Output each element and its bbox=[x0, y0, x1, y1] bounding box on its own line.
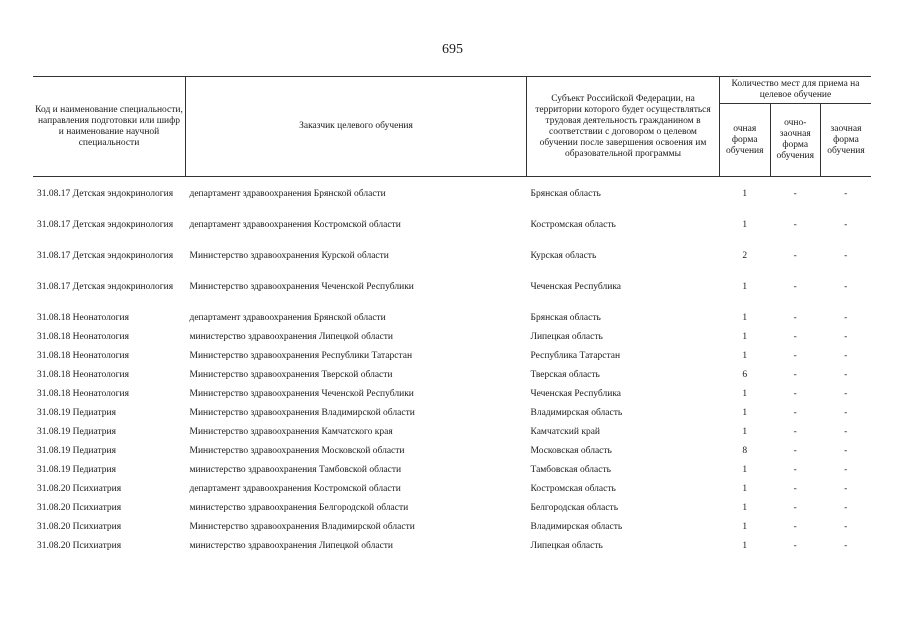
cell-customer: департамент здравоохранения Брянской области bbox=[189, 313, 386, 323]
cell-customer: департамент здравоохранения Костромской области bbox=[189, 220, 401, 230]
table-row bbox=[33, 251, 871, 282]
cell-subject: Костромская область bbox=[530, 220, 616, 230]
cell-full-time: 8 bbox=[742, 446, 748, 456]
cell-full-time: 2 bbox=[742, 251, 748, 261]
cell-distance: - bbox=[844, 522, 848, 532]
cell-code: 31.08.20 Психиатрия bbox=[37, 522, 122, 532]
cell-code: 31.08.19 Педиатрия bbox=[37, 446, 116, 456]
table-row bbox=[33, 484, 871, 503]
cell-distance: - bbox=[844, 351, 848, 361]
cell-distance: - bbox=[844, 408, 848, 418]
cell-full-time: 1 bbox=[742, 313, 748, 323]
cell-code: 31.08.18 Неонатология bbox=[37, 370, 129, 380]
cell-part-time: - bbox=[793, 484, 797, 494]
cell-full-time: 1 bbox=[742, 465, 748, 475]
cell-distance: - bbox=[844, 332, 848, 342]
cell-customer: министерство здравоохранения Белгородской области bbox=[189, 503, 409, 513]
cell-customer: Министерство здравоохранения Владимирской области bbox=[189, 522, 415, 532]
cell-customer: Министерство здравоохранения Республики Татарстан bbox=[189, 351, 413, 361]
cell-part-time: - bbox=[793, 313, 797, 323]
cell-distance: - bbox=[844, 313, 848, 323]
table-row bbox=[33, 351, 871, 370]
cell-full-time: 1 bbox=[742, 189, 748, 199]
cell-full-time: 1 bbox=[742, 220, 748, 230]
cell-full-time: 1 bbox=[742, 351, 748, 361]
cell-part-time: - bbox=[793, 282, 797, 292]
cell-distance: - bbox=[844, 427, 848, 437]
cell-code: 31.08.17 Детская эндокринология bbox=[37, 282, 174, 292]
cell-subject: Липецкая область bbox=[530, 332, 603, 342]
cell-full-time: 1 bbox=[742, 484, 748, 494]
header-full-time: очная форма обучения bbox=[720, 104, 771, 177]
cell-part-time: - bbox=[793, 370, 797, 380]
cell-subject: Брянская область bbox=[530, 189, 601, 199]
cell-distance: - bbox=[844, 189, 848, 199]
table-row bbox=[33, 282, 871, 313]
cell-part-time: - bbox=[793, 332, 797, 342]
cell-distance: - bbox=[844, 484, 848, 494]
cell-code: 31.08.20 Психиатрия bbox=[37, 503, 122, 513]
cell-distance: - bbox=[844, 370, 848, 380]
cell-subject: Владимирская область bbox=[530, 522, 623, 532]
cell-customer: министерство здравоохранения Липецкой области bbox=[189, 541, 394, 551]
table-row bbox=[33, 408, 871, 427]
cell-part-time: - bbox=[793, 522, 797, 532]
cell-customer: Министерство здравоохранения Тверской области bbox=[189, 370, 393, 380]
admission-table bbox=[33, 76, 871, 560]
cell-customer: Министерство здравоохранения Московской области bbox=[189, 446, 405, 456]
cell-subject: Владимирская область bbox=[530, 408, 623, 418]
cell-part-time: - bbox=[793, 427, 797, 437]
cell-subject: Республика Татарстан bbox=[530, 351, 621, 361]
header-distance: заочная форма обучения bbox=[821, 104, 872, 177]
cell-distance: - bbox=[844, 389, 848, 399]
cell-code: 31.08.18 Неонатология bbox=[37, 351, 129, 361]
cell-customer: Министерство здравоохранения Камчатского края bbox=[189, 427, 393, 437]
cell-code: 31.08.19 Педиатрия bbox=[37, 408, 116, 418]
table-row bbox=[33, 446, 871, 465]
cell-full-time: 1 bbox=[742, 541, 748, 551]
cell-part-time: - bbox=[793, 351, 797, 361]
cell-part-time: - bbox=[793, 189, 797, 199]
table-row bbox=[33, 220, 871, 251]
cell-subject: Липецкая область bbox=[530, 541, 603, 551]
cell-full-time: 1 bbox=[742, 503, 748, 513]
cell-subject: Чеченская Республика bbox=[530, 282, 622, 292]
cell-full-time: 1 bbox=[742, 408, 748, 418]
table-row bbox=[33, 541, 871, 560]
header-part-time: очно-заочная форма обучения bbox=[770, 104, 821, 177]
cell-customer: Министерство здравоохранения Курской области bbox=[189, 251, 389, 261]
cell-full-time: 1 bbox=[742, 427, 748, 437]
cell-subject: Чеченская Республика bbox=[530, 389, 622, 399]
table-row bbox=[33, 427, 871, 446]
cell-part-time: - bbox=[793, 503, 797, 513]
cell-subject: Тамбовская область bbox=[530, 465, 611, 475]
cell-full-time: 1 bbox=[742, 282, 748, 292]
table-row bbox=[33, 313, 871, 332]
cell-code: 31.08.17 Детская эндокринология bbox=[37, 220, 174, 230]
cell-distance: - bbox=[844, 503, 848, 513]
cell-distance: - bbox=[844, 541, 848, 551]
cell-customer: Министерство здравоохранения Чеченской Республики bbox=[189, 389, 414, 399]
cell-distance: - bbox=[844, 282, 848, 292]
cell-code: 31.08.20 Психиатрия bbox=[37, 541, 122, 551]
cell-code: 31.08.18 Неонатология bbox=[37, 313, 129, 323]
table-row bbox=[33, 503, 871, 522]
cell-code: 31.08.17 Детская эндокринология bbox=[37, 251, 174, 261]
cell-customer: министерство здравоохранения Тамбовской области bbox=[189, 465, 402, 475]
table-row bbox=[33, 389, 871, 408]
cell-distance: - bbox=[844, 446, 848, 456]
table-row bbox=[33, 370, 871, 389]
cell-part-time: - bbox=[793, 541, 797, 551]
cell-customer: департамент здравоохранения Костромской области bbox=[189, 484, 401, 494]
cell-subject: Костромская область bbox=[530, 484, 616, 494]
cell-code: 31.08.17 Детская эндокринология bbox=[37, 189, 174, 199]
table-header bbox=[33, 77, 871, 177]
page-number: 695 bbox=[442, 42, 463, 57]
cell-part-time: - bbox=[793, 251, 797, 261]
cell-part-time: - bbox=[793, 389, 797, 399]
header-customer: Заказчик целевого обучения bbox=[186, 77, 527, 177]
table-body bbox=[33, 177, 871, 561]
cell-subject: Московская область bbox=[530, 446, 612, 456]
cell-code: 31.08.19 Педиатрия bbox=[37, 465, 116, 475]
cell-part-time: - bbox=[793, 220, 797, 230]
table-row bbox=[33, 465, 871, 484]
cell-full-time: 1 bbox=[742, 389, 748, 399]
header-places: Количество мест для приема на целевое обучение bbox=[720, 77, 872, 104]
table-row bbox=[33, 522, 871, 541]
cell-customer: департамент здравоохранения Брянской области bbox=[189, 189, 386, 199]
table-row bbox=[33, 189, 871, 220]
cell-full-time: 1 bbox=[742, 522, 748, 532]
cell-part-time: - bbox=[793, 465, 797, 475]
cell-customer: министерство здравоохранения Липецкой области bbox=[189, 332, 394, 342]
cell-customer: Министерство здравоохранения Чеченской Республики bbox=[189, 282, 414, 292]
cell-full-time: 1 bbox=[742, 332, 748, 342]
header-subject: Субъект Российской Федерации, на территории которого будет осуществляться трудовая деятельность гражданином в соответствии с договором о целевом обучении после завершения освоения им образовательной программы bbox=[527, 77, 720, 177]
cell-subject: Белгородская область bbox=[530, 503, 619, 513]
cell-code: 31.08.18 Неонатология bbox=[37, 389, 129, 399]
cell-distance: - bbox=[844, 465, 848, 475]
header-code: Код и наименование специальности, направления подготовки или шифр и наименование научной специальности bbox=[33, 77, 186, 177]
cell-subject: Камчатский край bbox=[530, 427, 600, 437]
cell-code: 31.08.18 Неонатология bbox=[37, 332, 129, 342]
cell-part-time: - bbox=[793, 408, 797, 418]
cell-code: 31.08.19 Педиатрия bbox=[37, 427, 116, 437]
cell-subject: Тверская область bbox=[530, 370, 600, 380]
cell-part-time: - bbox=[793, 446, 797, 456]
cell-distance: - bbox=[844, 220, 848, 230]
table-row bbox=[33, 332, 871, 351]
cell-distance: - bbox=[844, 251, 848, 261]
cell-customer: Министерство здравоохранения Владимирской области bbox=[189, 408, 415, 418]
cell-code: 31.08.20 Психиатрия bbox=[37, 484, 122, 494]
cell-subject: Брянская область bbox=[530, 313, 601, 323]
cell-subject: Курская область bbox=[530, 251, 597, 261]
cell-full-time: 6 bbox=[742, 370, 748, 380]
